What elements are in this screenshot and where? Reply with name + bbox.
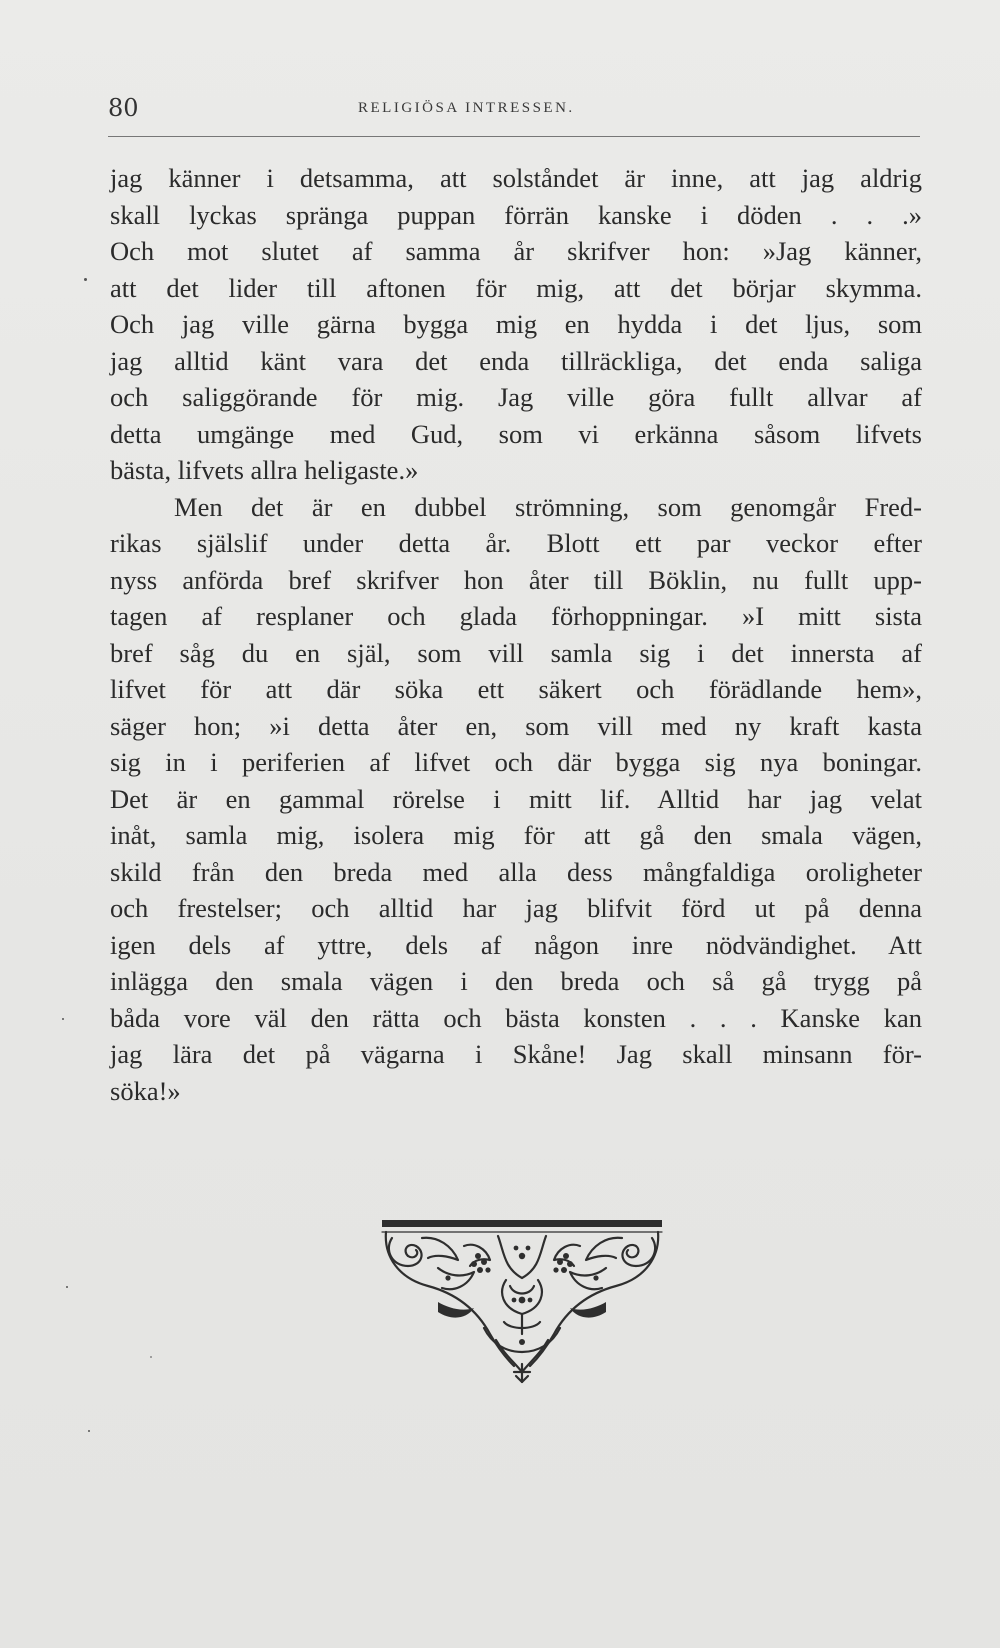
text-line: tagen af resplaner och glada förhoppningar. »I mitt sista: [110, 601, 922, 631]
running-head: [108, 94, 920, 124]
text-line: skild från den breda med alla dess mångfaldiga oroligheter: [110, 856, 922, 887]
text-line: jag känner i detsamma, att solståndet är inne, att jag aldrig: [110, 163, 922, 193]
text-line: inåt, samla mig, isolera mig för att gå den smala vägen,: [110, 820, 922, 850]
page-speck: [88, 1430, 90, 1432]
text-line: nyss anförda bref skrifver hon åter till Böklin, nu fullt upp-: [110, 564, 922, 595]
text-line: rikas själslif under detta år. Blott ett par veckor efter: [110, 528, 922, 558]
page-number: 80: [108, 94, 139, 122]
text-line: detta umgänge med Gud, som vi erkänna såsom lifvets: [110, 418, 922, 449]
text-line: och saliggörande för mig. Jag ville göra fullt allvar af: [110, 382, 922, 412]
body-text: [110, 160, 922, 1109]
text-line: Och mot slutet af samma år skrifver hon: »Jag känner,: [110, 236, 922, 266]
text-line: Och jag ville gärna bygga mig en hydda i det ljus, som: [110, 309, 922, 339]
text-line: skall lyckas spränga puppan förrän kanske i döden . . .»: [110, 199, 922, 230]
text-line: säger hon; »i detta åter en, som vill med ny kraft kasta: [110, 710, 922, 741]
text-line: sig in i periferien af lifvet och där bygga sig nya boningar.: [110, 747, 922, 777]
text-line: bästa, lifvets allra heligaste.»: [110, 455, 419, 485]
text-line: inlägga den smala vägen i den breda och så gå trygg på: [110, 966, 922, 996]
page-speck: [150, 1356, 152, 1358]
text-line: lifvet för att där söka ett säkert och förädlande hem»,: [110, 674, 922, 704]
text-line: att det lider till aftonen för mig, att det börjar skymma.: [110, 272, 922, 303]
text-line: Men det är en dubbel strömning, som genomgår Fred-: [174, 491, 922, 522]
page-speck: [66, 1286, 68, 1288]
page-speck: [84, 278, 87, 281]
text-line: jag lära det på vägarna i Skåne! Jag skall minsann för-: [110, 1039, 922, 1069]
text-line: bref såg du en själ, som vill samla sig i det innersta af: [110, 637, 922, 668]
text-line: jag alltid känt vara det enda tillräckliga, det enda saliga: [110, 345, 922, 376]
text-line: Det är en gammal rörelse i mitt lif. Alltid har jag velat: [110, 783, 922, 814]
page-speck: [62, 1018, 64, 1020]
header-rule: [108, 136, 920, 137]
text-line: söka!»: [110, 1075, 181, 1106]
running-title: RELIGIÖSA INTRESSEN.: [358, 100, 575, 116]
floral-tailpiece-ornament-icon: [378, 1216, 666, 1384]
text-line: igen dels af yttre, dels af någon inre nödvändighet. Att: [110, 929, 922, 960]
text-line: och frestelser; och alltid har jag blifvit förd ut på denna: [110, 893, 922, 923]
text-line: båda vore väl den rätta och bästa konsten . . . Kanske kan: [110, 1002, 922, 1033]
